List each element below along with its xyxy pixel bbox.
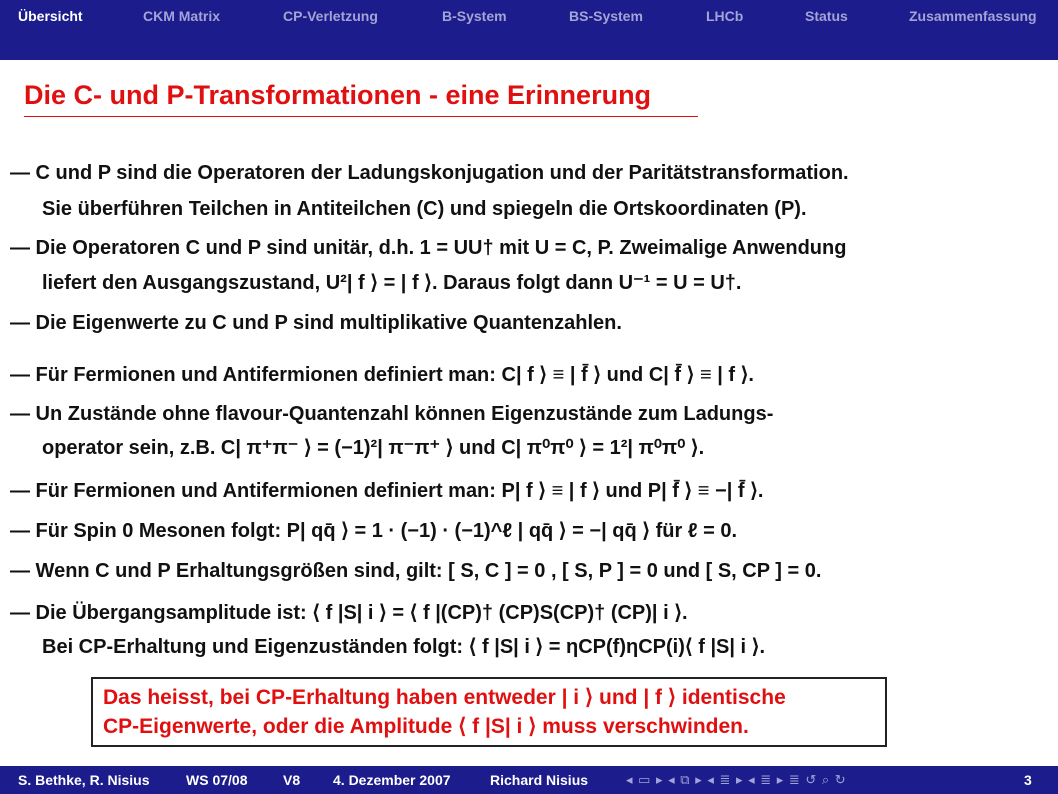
nav-zusammenfassung[interactable]: Zusammenfassung — [909, 8, 1037, 24]
slide-title: Die C- und P-Transformationen - eine Erinnerung — [24, 80, 652, 110]
footer-semester: WS 07/08 — [186, 772, 248, 788]
line-6: — Für Fermionen und Antifermionen definiert man: C| f ⟩ ≡ | f̄ ⟩ und C| f̄ ⟩ ≡ | f ⟩. — [10, 364, 754, 386]
line-4: liefert den Ausgangszustand, U²| f ⟩ = | f ⟩. Daraus folgt dann U⁻¹ = U = U†. — [42, 272, 742, 294]
line-2: Sie überführen Teilchen in Antiteilchen (C) und spiegeln die Ortskoordinaten (P). — [42, 198, 807, 220]
section-nav — [0, 0, 1058, 32]
nav-ckm-matrix[interactable]: CKM Matrix — [143, 8, 221, 24]
footer-presenter: Richard Nisius — [490, 772, 589, 788]
line-5: — Die Eigenwerte zu C und P sind multiplikative Quantenzahlen. — [10, 312, 622, 334]
line-7: — Un Zustände ohne flavour-Quantenzahl können Eigenzustände zum Ladungs- — [10, 403, 774, 425]
line-9: — Für Fermionen und Antifermionen definiert man: P| f ⟩ ≡ | f ⟩ und P| f̄ ⟩ ≡ −| f̄ ⟩. — [10, 480, 764, 502]
line-11: — Wenn C und P Erhaltungsgrößen sind, gilt: [ S, C ] = 0 , [ S, P ] = 0 und [ S, CP ] = 0. — [10, 560, 822, 582]
conclusion-line-1: Das heisst, bei CP-Erhaltung haben entweder | i ⟩ und | f ⟩ identische — [103, 686, 786, 709]
footer-date: 4. Dezember 2007 — [333, 772, 451, 788]
nav-b-system[interactable]: B-System — [442, 8, 507, 24]
line-8: operator sein, z.B. C| π⁺π⁻ ⟩ = (−1)²| π⁻π⁺ ⟩ und C| π⁰π⁰ ⟩ = 1²| π⁰π⁰ ⟩. — [42, 437, 705, 459]
conclusion-box — [91, 677, 887, 747]
beamer-nav-icons[interactable]: ◂ ▭ ▸ ◂ ⧉ ▸ ◂ ≣ ▸ ◂ ≣ ▸ ≣ ↺ ⌕ ↻ — [626, 772, 847, 787]
line-13: Bei CP-Erhaltung und Eigenzuständen folgt: ⟨ f |S| i ⟩ = ηCP(f)ηCP(i)⟨ f |S| i ⟩. — [42, 636, 766, 658]
nav-status[interactable]: Status — [805, 8, 848, 24]
line-1: — C und P sind die Operatoren der Ladungskonjugation und der Paritätstransformation. — [10, 162, 849, 184]
nav-lhcb[interactable]: LHCb — [706, 8, 744, 24]
line-12: — Die Übergangsamplitude ist: ⟨ f |S| i ⟩ = ⟨ f |(CP)† (CP)S(CP)† (CP)| i ⟩. — [10, 602, 688, 624]
footer-bar — [0, 766, 1058, 794]
conclusion-line-2: CP-Eigenwerte, oder die Amplitude ⟨ f |S| i ⟩ muss verschwinden. — [103, 715, 749, 738]
line-3: — Die Operatoren C und P sind unitär, d.h. 1 = UU† mit U = C, P. Zweimalige Anwendung — [10, 237, 847, 259]
nav-cp-verletzung[interactable]: CP-Verletzung — [283, 8, 378, 24]
page-number: 3 — [1024, 772, 1032, 788]
footer-authors: S. Bethke, R. Nisius — [18, 772, 150, 788]
nav-uebersicht[interactable]: Übersicht — [18, 8, 83, 24]
title-underline — [24, 116, 698, 117]
footer-lecture: V8 — [283, 772, 301, 788]
nav-bs-system[interactable]: BS-System — [569, 8, 643, 24]
line-10: — Für Spin 0 Mesonen folgt: P| qq̄ ⟩ = 1 · (−1) · (−1)^ℓ | qq̄ ⟩ = −| qq̄ ⟩ für ℓ = 0. — [10, 520, 738, 542]
